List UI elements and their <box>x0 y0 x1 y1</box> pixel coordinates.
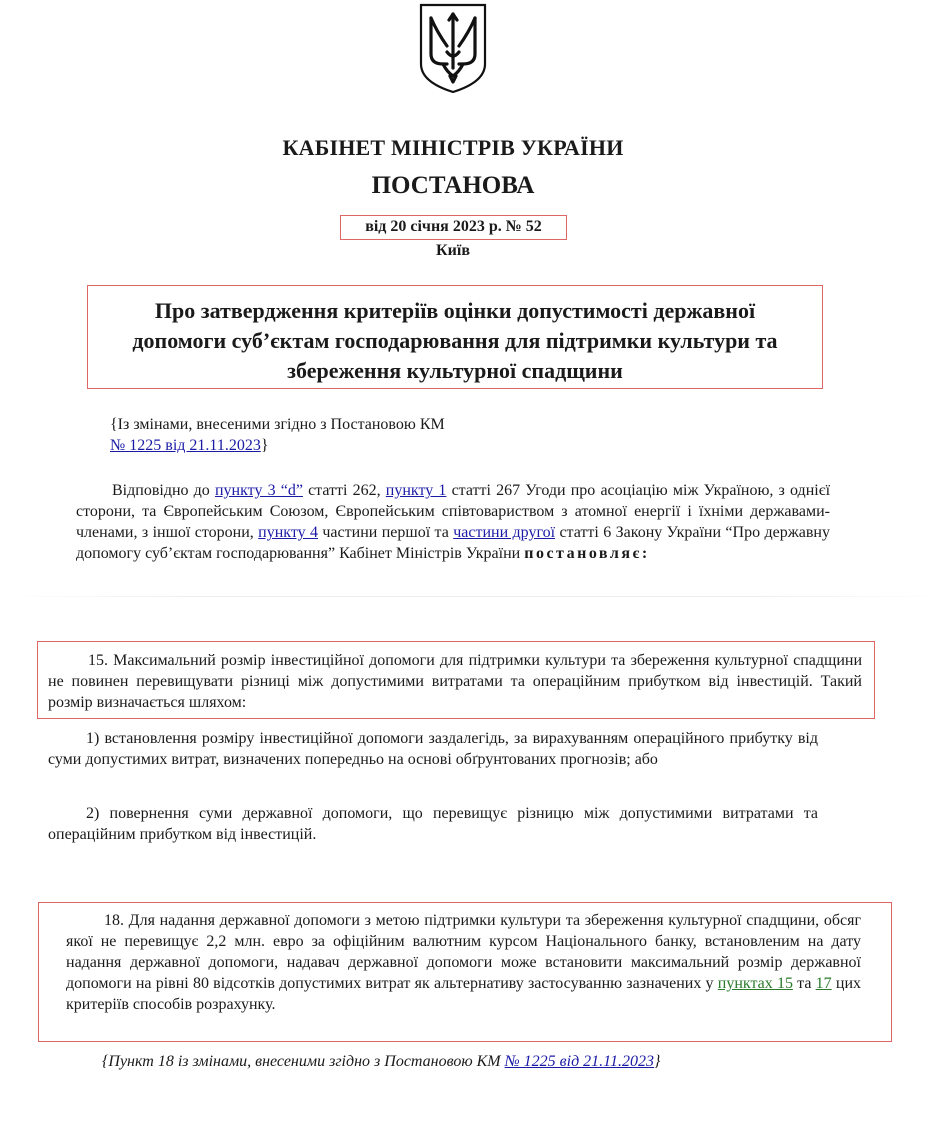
amendment-note-suffix: } <box>260 437 269 454</box>
section-18-note-suffix: } <box>653 1053 661 1070</box>
organization-name: КАБІНЕТ МІНІСТРІВ УКРАЇНИ <box>282 135 624 160</box>
section-15-item-2: 2) повернення суми державної допомоги, що перевищує різницю між допустимими витратами та операційним прибутком від інвестицій. <box>48 805 818 843</box>
preamble-paragraph <box>76 480 830 564</box>
link-point-1[interactable]: пункту 1 <box>385 482 447 499</box>
document-title: Про затвердження критеріїв оцінки допустимості державної допомоги суб’єктам господарювання для підтримки культури та збереження культурної спадщини <box>87 285 823 389</box>
section-15-text: 15. Максимальний розмір інвестиційної допомоги для підтримки культури та збереження культурної спадщини не повинен перевищувати різниці між допустимими витратами та операційним прибутком від інвестицій. Такий розмір визначається шляхом: <box>48 652 862 711</box>
link-point-3d[interactable]: пункту 3 “d” <box>214 482 303 499</box>
section-18-note-prefix: {Пункт 18 із змінами, внесеними згідно з Постановою КМ <box>102 1053 505 1070</box>
preamble-text-3: статті 267 Угоди про асоціацію між Україною, з однієї сторони, та Європейським Союзом, Європейським співтовариством з атомної енергії і їхніми державами-членами, з іншої сторони, <box>76 482 831 541</box>
document-date-number: від 20 січня 2023 р. № 52 <box>365 218 542 235</box>
preamble-text-4: частини першої та <box>318 524 454 541</box>
section-18-amendment-note <box>102 1051 862 1072</box>
section-18-text-3: цих критеріїв способів розрахунку. <box>66 975 862 1013</box>
decree-word: постановляє: <box>524 545 650 562</box>
section-15-box <box>37 641 875 719</box>
link-points-15[interactable]: пунктах 15 <box>717 975 793 992</box>
section-18-amendment-link[interactable]: № 1225 від 21.11.2023 <box>504 1053 654 1070</box>
section-18-box <box>38 902 892 1042</box>
section-15-item-1: 1) встановлення розміру інвестиційної допомоги заздалегідь, за вирахуванням операційного прибутку від суми допустимих витрат, визначених попередньо на основі обґрунтованих прогнозів; або <box>48 730 818 768</box>
trident-coat-of-arms-icon <box>417 2 489 94</box>
section-divider <box>0 596 946 597</box>
document-city: Київ <box>436 242 470 259</box>
preamble-text-1: Відповідно до <box>112 482 215 499</box>
amendment-note-prefix: {Із змінами, внесеними згідно з Постановою КМ <box>110 416 445 433</box>
section-18-text-1: 18. Для надання державної допомоги з метою підтримки культури та збереження культурної спадщини, обсяг якої не перевищує 2,2 млн. евро за офіційним валютним курсом Національного банку, встановленим на дату надання державної допомоги, надавач державної допомоги може встановити максимальний розмір державної допомоги на рівні 80 відсотків допустимих витрат як альтернативу застосуванню зазначених у <box>66 912 861 992</box>
amendment-note <box>110 414 590 456</box>
preamble-text-5: статті 6 Закону України “Про державну допомогу суб’єктам господарювання” Кабінет Міністрів України <box>76 524 830 562</box>
preamble-text-2: статті 262, <box>302 482 386 499</box>
section-18-text-2: та <box>792 975 816 992</box>
document-type: ПОСТАНОВА <box>371 172 535 199</box>
link-point-4[interactable]: пункту 4 <box>258 524 318 541</box>
section-18-text <box>66 910 861 1015</box>
link-part-two[interactable]: частини другої <box>453 524 556 541</box>
amendment-resolution-link[interactable]: № 1225 від 21.11.2023 <box>110 437 261 454</box>
link-point-17[interactable]: 17 <box>815 975 832 992</box>
